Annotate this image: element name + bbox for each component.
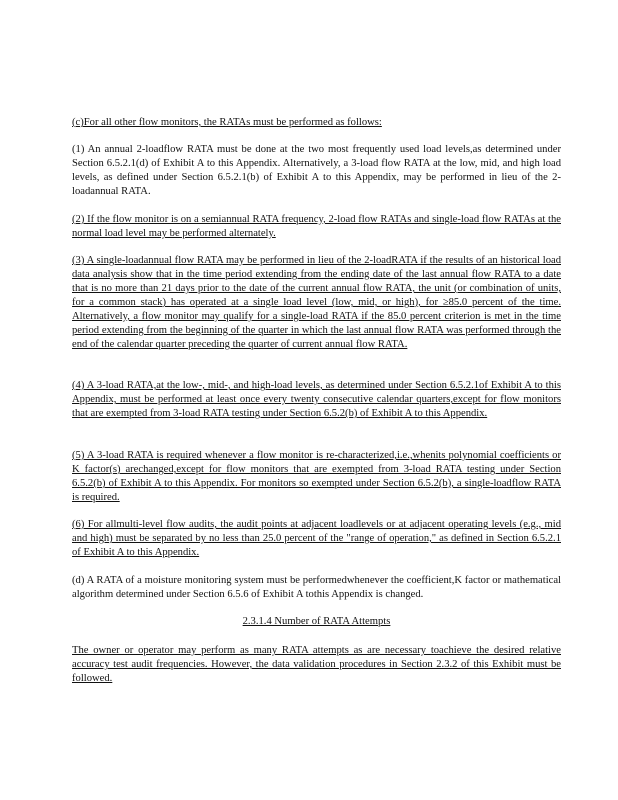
paragraph-7: (d) A RATA of a moisture monitoring system must be performedwhenever the coefficient,K factor or mathematical algorithm determined under Section 6.5.6 of Exhibit A tothis Appendix is changed. [72, 575, 561, 600]
paragraph-3: (3) A single-loadannual flow RATA may be performed in lieu of the 2-loadRATA if the results of an historical load data analysis show that in the time period extending from the ending date of the last annual flow RATA to a date that is no more than 21 days prior to the date of the current annual flow RATA, the unit (or combination of units, for a common stack) has operated at a single load level (low, mid, or high), for ≥85.0 percent of the time. Alternatively, a flow monitor may qualify for a single-load RATA if the 85.0 percent criterion is met in the time period extending from the beginning of the quarter in which the last annual flow RATA was performed through the end of the calendar quarter preceding the quarter of current annual flow RATA. [72, 255, 561, 350]
paragraph-2: (2) If the flow monitor is on a semiannual RATA frequency, 2-load flow RATAs and single-load flow RATAs at the normal load level may be performed alternately. [72, 214, 561, 239]
section-heading [72, 615, 561, 629]
section-heading-text: 2.3.1.4 Number of RATA Attempts [242, 616, 391, 627]
paragraph-1: (1) An annual 2-loadflow RATA must be done at the two most frequently used load levels,as determined under Section 6.5.2.1(d) of Exhibit A to this Appendix. Alternatively, a 3-load flow RATA at the low, mid, and high load levels, as defined under Section 6.5.2.1(b) of Exhibit A to this Appendix, may be performed in lieu of the 2-loadannual RATA. [72, 144, 561, 197]
paragraph-5: (5) A 3-load RATA is required whenever a flow monitor is re-characterized,i.e.,whenits polynomial coefficients or K factor(s) arechanged,except for flow monitors that are exempted from 3-load RATA testing under Section 6.5.2(b) of Exhibit A to this Appendix. For monitors so exempted under Section 6.5.2(b), a single-loadflow RATA is required. [72, 450, 561, 503]
paragraph-6: (6) For allmulti-level flow audits, the audit points at adjacent loadlevels or at adjacent operating levels (e.g., mid and high) must be separated by no less than 25.0 percent of the "range of operation," as defined in Section 6.5.2.1 of Exhibit A to this Appendix. [72, 519, 561, 558]
intro-line: (c)For all other flow monitors, the RATAs must be performed as follows: [72, 117, 382, 128]
closing-paragraph: The owner or operator may perform as many RATA attempts as are necessary toachieve the desired relative accuracy test audit frequencies. However, the data validation procedures in Section 2.3.2 of this Exhibit must be followed. [72, 645, 561, 684]
paragraph-4: (4) A 3-load RATA,at the low-, mid-, and high-load levels, as determined under Section 6.5.2.1of Exhibit A to this Appendix, must be performed at least once every twenty consecutive calendar quarters,except for flow monitors that are exempted from 3-load RATA testing under Section 6.5.2(b) of Exhibit A to this Appendix. [72, 380, 561, 419]
